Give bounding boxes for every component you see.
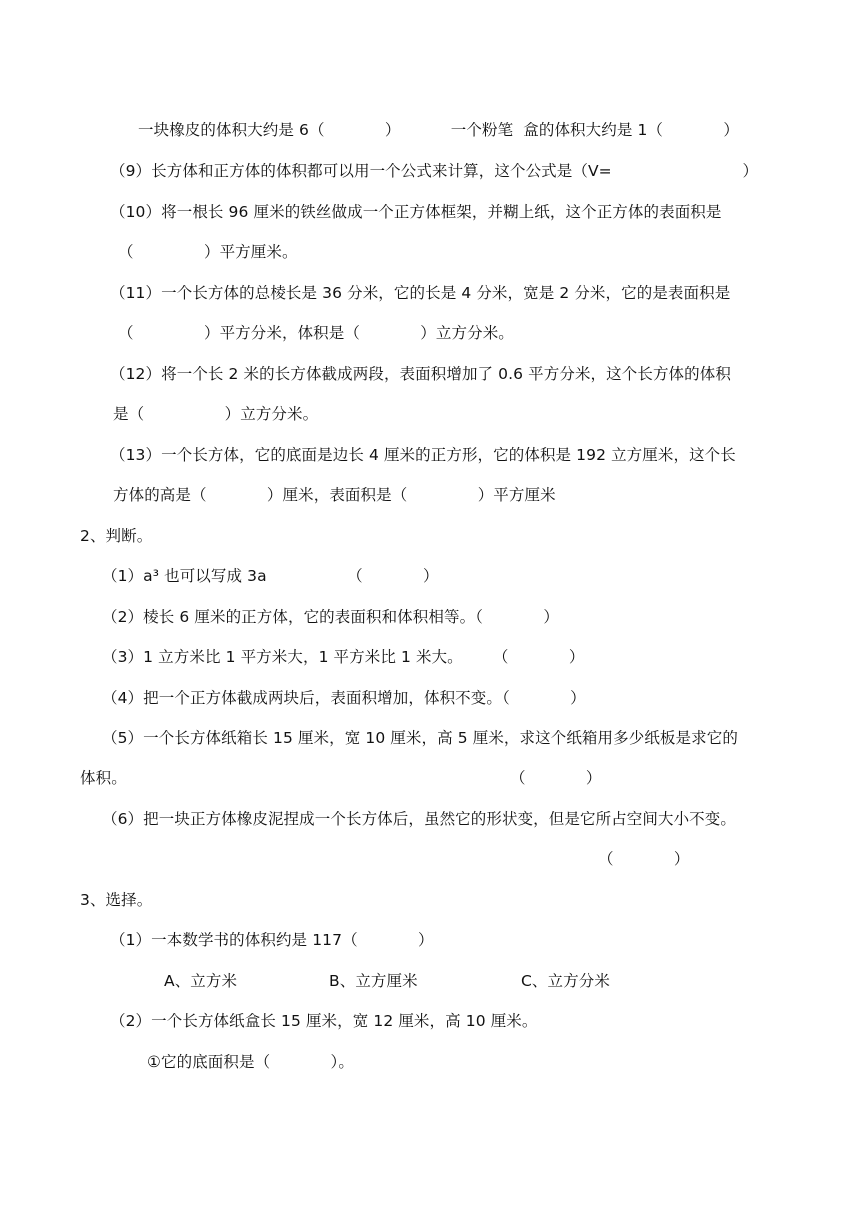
text-line: （10）将一根长 96 厘米的铁丝做成一个正方体框架，并糊上纸，这个正方体的表面积是	[110, 203, 722, 221]
answer-blank: （ ）	[598, 850, 690, 868]
option-a: A、立方米	[164, 972, 238, 990]
text-line: （ ）平方分米，体积是（ ）立方分米。	[118, 324, 514, 342]
text-line: （2）棱长 6 厘米的正方体，它的表面积和体积相等。（ ）	[102, 608, 559, 626]
text-line: （4）把一个正方体截成两块后，表面积增加，体积不变。（ ）	[102, 689, 586, 707]
text-line: （3）1 立方米比 1 平方米大，1 平方米比 1 米大。 （ ）	[102, 648, 585, 666]
section-heading: 2、判断。	[80, 527, 153, 545]
text-line: ①它的底面积是（ ）。	[147, 1053, 354, 1071]
text-line: （1）一本数学书的体积约是 117（ ）	[110, 931, 434, 949]
text-line: （ ）平方厘米。	[118, 243, 298, 261]
answer-blank: （ ）	[510, 769, 602, 787]
text-line: （1）a³ 也可以写成 3a （ ）	[102, 567, 439, 585]
text-line: （12）将一个长 2 米的长方体截成两段，表面积增加了 0.6 平方分米，这个长方体的体积	[110, 365, 731, 383]
text-line: 方体的高是（ ）厘米，表面积是（ ）平方厘米	[113, 486, 556, 504]
text-line: 是（ ）立方分米。	[113, 405, 319, 423]
text-line: 体积。	[80, 769, 127, 787]
text-line: （2）一个长方体纸盒长 15 厘米，宽 12 厘米，高 10 厘米。	[110, 1012, 538, 1030]
text-line: 一块橡皮的体积大约是 6（ ） 一个粉笔 盒的体积大约是 1（ ）	[138, 121, 739, 139]
section-heading: 3、选择。	[80, 891, 153, 909]
text-line: （6）把一块正方体橡皮泥捏成一个长方体后，虽然它的形状变，但是它所占空间大小不变。	[102, 810, 736, 828]
text-line: （5）一个长方体纸箱长 15 厘米，宽 10 厘米，高 5 厘米，求这个纸箱用多少纸板是求它的	[102, 729, 738, 747]
option-c: C、立方分米	[521, 972, 610, 990]
text-line: （13）一个长方体，它的底面是边长 4 厘米的正方形，它的体积是 192 立方厘米，这个长	[110, 446, 736, 464]
option-b: B、立方厘米	[329, 972, 418, 990]
text-line: （9）长方体和正方体的体积都可以用一个公式来计算，这个公式是（V= ）	[110, 162, 759, 180]
text-line: （11）一个长方体的总棱长是 36 分米，它的长是 4 分米，宽是 2 分米，它的是表面积是	[110, 284, 731, 302]
